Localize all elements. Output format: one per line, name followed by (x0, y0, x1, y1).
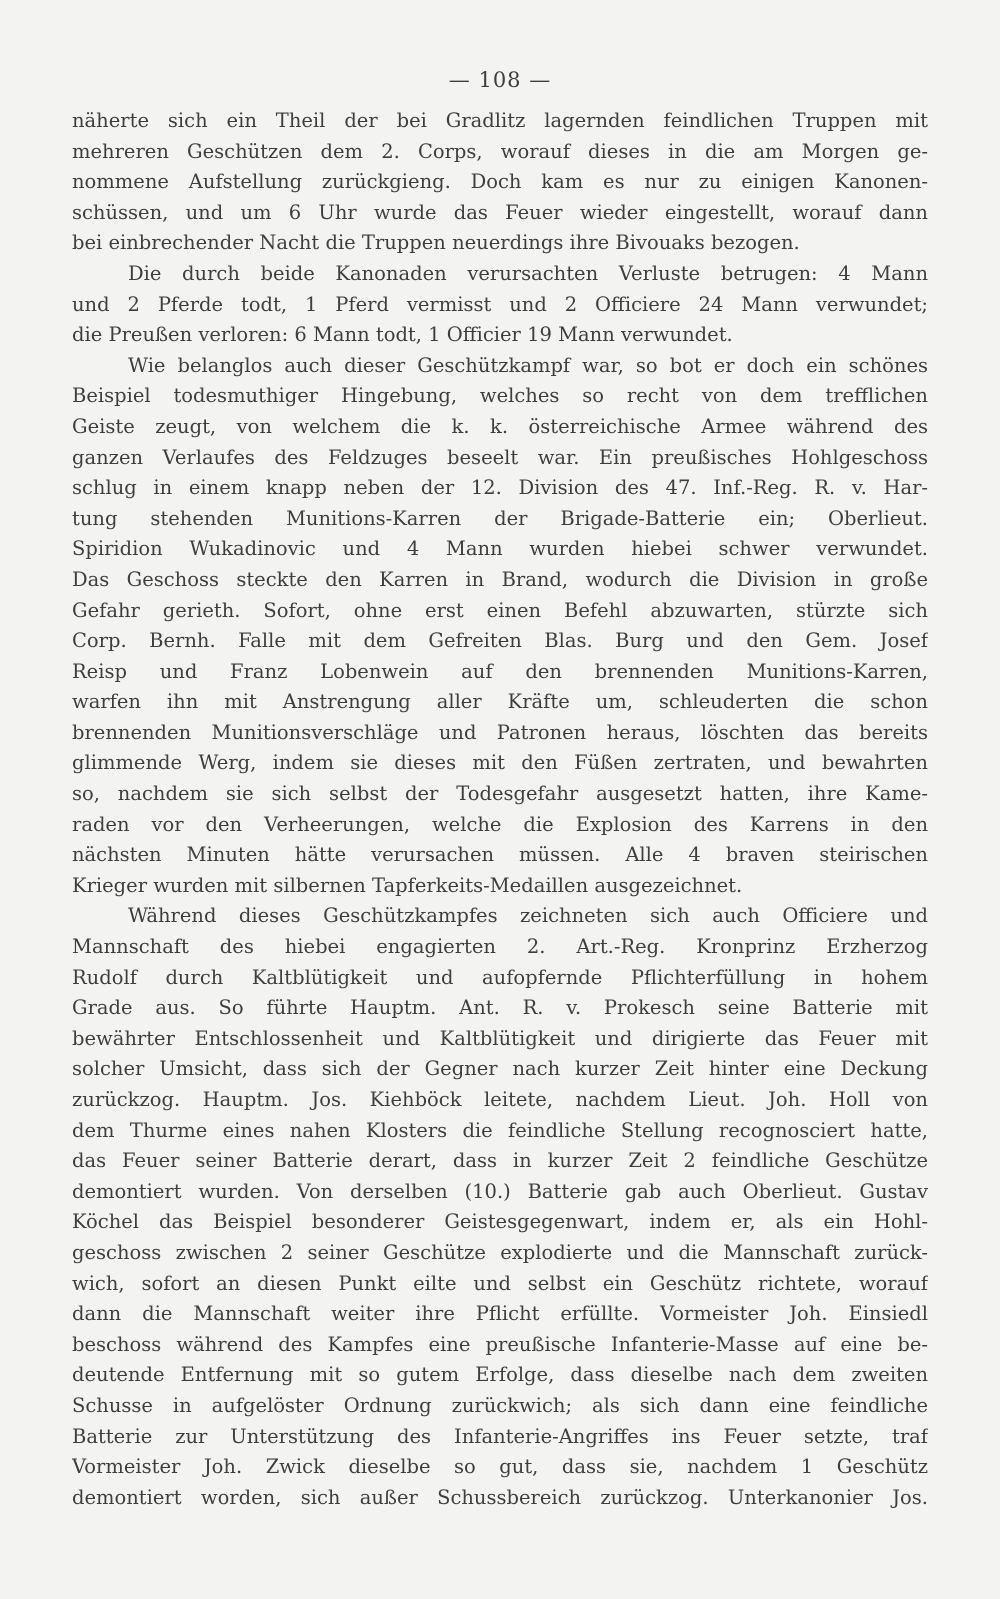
text-line: beschoss während des Kampfes eine preußische Infanterie-Masse auf eine be- (72, 1332, 928, 1356)
text-line: schlug in einem knapp neben der 12. Division des 47. Inf.-Reg. R. v. Har- (72, 476, 928, 500)
text-line: bewährter Entschlossenheit und Kaltblütigkeit und dirigierte das Feuer mit (72, 1026, 928, 1050)
text-line: so, nachdem sie sich selbst der Todesgefahr ausgesetzt hatten, ihre Kame- (72, 782, 928, 806)
text-line: dann die Mannschaft weiter ihre Pflicht erfüllte. Vormeister Joh. Einsiedl (72, 1302, 928, 1326)
text-line: Spiridion Wukadinovic und 4 Mann wurden hiebei schwer verwundet. (72, 537, 928, 561)
text-line: die Preußen verloren: 6 Mann todt, 1 Officier 19 Mann verwundet. (72, 323, 733, 347)
text-line: Corp. Bernh. Falle mit dem Gefreiten Blas. Burg und den Gem. Josef (72, 629, 928, 653)
paragraph-2 (72, 259, 928, 351)
text-line: Während dieses Geschützkampfes zeichneten sich auch Officiere und (128, 904, 928, 928)
text-line: mehreren Geschützen dem 2. Corps, worauf dieses in die am Morgen ge- (72, 139, 928, 163)
text-line: Gefahr gerieth. Sofort, ohne erst einen Befehl abzuwarten, stürzte sich (72, 598, 928, 622)
body-text (72, 106, 928, 1513)
text-line: brennenden Munitionsverschläge und Patronen heraus, löschten das bereits (72, 720, 928, 744)
text-line: Köchel das Beispiel besonderer Geistesgegenwart, indem er, als ein Hohl- (72, 1210, 928, 1234)
text-line: ganzen Verlaufes des Feldzuges beseelt war. Ein preußisches Hohlgeschoss (72, 445, 928, 469)
text-line: nächsten Minuten hätte verursachen müssen. Alle 4 braven steirischen (72, 843, 928, 867)
text-line: warfen ihn mit Anstrengung aller Kräfte um, schleuderten die schon (72, 690, 928, 714)
text-line: bei einbrechender Nacht die Truppen neuerdings ihre Bivouaks bezogen. (72, 231, 800, 255)
text-line: wich, sofort an diesen Punkt eilte und selbst ein Geschütz richtete, worauf (72, 1271, 928, 1295)
text-line: geschoss zwischen 2 seiner Geschütze explodierte und die Mannschaft zurück- (72, 1240, 928, 1264)
paragraph-3 (72, 351, 928, 902)
text-line: und 2 Pferde todt, 1 Pferd vermisst und 2 Officiere 24 Mann verwundet; (72, 292, 928, 316)
text-line: Krieger wurden mit silbernen Tapferkeits-Medaillen ausgezeichnet. (72, 873, 743, 897)
text-line: Mannschaft des hiebei engagierten 2. Art.-Reg. Kronprinz Erzherzog (72, 935, 928, 959)
paragraph-1 (72, 106, 928, 259)
text-line: deutende Entfernung mit so gutem Erfolge, dass dieselbe nach dem zweiten (72, 1363, 928, 1387)
text-line: solcher Umsicht, dass sich der Gegner nach kurzer Zeit hinter eine Deckung (72, 1057, 928, 1081)
text-line: schüssen, und um 6 Uhr wurde das Feuer wieder eingestellt, worauf dann (72, 200, 928, 224)
text-line: zurückzog. Hauptm. Jos. Kiehböck leitete, nachdem Lieut. Joh. Holl von (72, 1088, 928, 1111)
text-line: tung stehenden Munitions-Karren der Brigade-Batterie ein; Oberlieut. (72, 506, 928, 530)
book-page (72, 62, 928, 1562)
text-line: demontiert wurden. Von derselben (10.) Batterie gab auch Oberlieut. Gustav (72, 1179, 928, 1203)
text-line: Reisp und Franz Lobenwein auf den brennenden Munitions-Karren, (72, 659, 928, 683)
text-line: Geiste zeugt, von welchem die k. k. österreichische Armee während des (72, 414, 928, 438)
text-line: Grade aus. So führte Hauptm. Ant. R. v. Prokesch seine Batterie mit (72, 996, 928, 1020)
text-line: dem Thurme eines nahen Klosters die feindliche Stellung recognosciert hatte, (72, 1118, 928, 1142)
text-line: Das Geschoss steckte den Karren in Brand, wodurch die Division in große (72, 567, 928, 591)
page-number: — 108 — (448, 68, 552, 92)
text-line: das Feuer seiner Batterie derart, dass in kurzer Zeit 2 feindliche Geschütze (72, 1149, 928, 1173)
text-line: nommene Aufstellung zurückgieng. Doch kam es nur zu einigen Kanonen- (72, 170, 928, 194)
text-line: Rudolf durch Kaltblütigkeit und aufopfernde Pflichterfüllung in hohem (72, 965, 928, 989)
text-line: Schusse in aufgelöster Ordnung zurückwich; als sich dann eine feindliche (72, 1393, 928, 1417)
text-line: Beispiel todesmuthiger Hingebung, welches so recht von dem trefflichen (72, 384, 928, 408)
text-line: Vormeister Joh. Zwick dieselbe so gut, dass sie, nachdem 1 Geschütz (72, 1455, 928, 1479)
text-line: raden vor den Verheerungen, welche die Explosion des Karrens in den (72, 812, 928, 836)
text-line: Die durch beide Kanonaden verursachten Verluste betrugen: 4 Mann (128, 261, 928, 285)
text-line: glimmende Werg, indem sie dieses mit den Füßen zertraten, und bewahrten (72, 751, 928, 775)
paragraph-4 (72, 901, 928, 1513)
text-line: Wie belanglos auch dieser Geschützkampf war, so bot er doch ein schönes (128, 353, 928, 377)
text-line: näherte sich ein Theil der bei Gradlitz lagernden feindlichen Truppen mit (72, 109, 928, 132)
text-line: Batterie zur Unterstützung des Infanterie-Angriffes ins Feuer setzte, traf (72, 1424, 928, 1448)
text-line: demontiert worden, sich außer Schussbereich zurückzog. Unterkanonier Jos. (72, 1485, 928, 1509)
